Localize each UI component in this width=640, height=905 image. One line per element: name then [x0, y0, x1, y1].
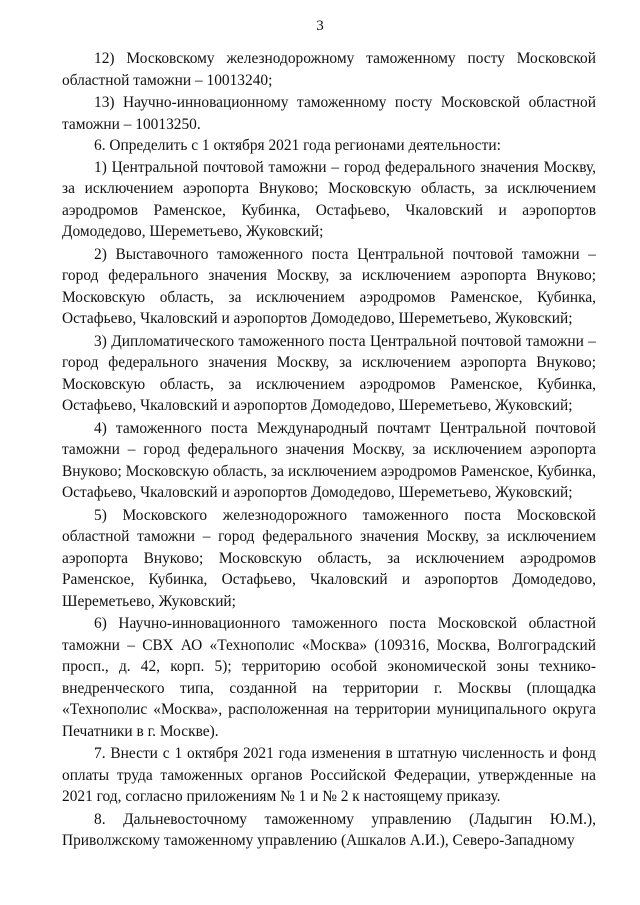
paragraph-region-5: 5) Московского железнодорожного таможенного поста Московской областной таможни – город федерального значения Москву, за исключением аэропорта Внуково; Московскую область, за исключением аэродромов Раменское, Кубинка, Остафьево, Чкаловский и аэропортов Домодедово, Шереметьево, Жуковский;: [62, 506, 596, 610]
paragraph-section-7: 7. Внести с 1 октября 2021 года изменения в штатную численность и фонд оплаты труда таможенных органов Российской Федерации, утвержденные на 2021 год, согласно приложениям № 1 и № 2 к настоящему приказу.: [62, 745, 596, 805]
paragraph-region-3: 3) Дипломатического таможенного поста Центральной почтовой таможни – город федерального значения Москву, за исключением аэропорта Внуково; Московскую область, за исключением аэродромов Раменское, Кубинка, Остафьево, Чкаловский и аэропортов Домодедово, Шереметьево, Жуковский;: [62, 332, 596, 414]
paragraph-item-12: 12) Московскому железнодорожному таможенному посту Московской областной таможни – 10013240;: [62, 50, 596, 89]
paragraph-region-1: 1) Центральной почтовой таможни – город федерального значения Москву, за исключением аэропорта Внуково; Московскую область, за исключением аэродромов Раменское, Кубинка, Остафьево, Чкаловский и аэропортов Домодедово, Шереметьево, Жуковский;: [62, 158, 596, 240]
page-number: 3: [316, 18, 324, 34]
paragraph-region-2: 2) Выставочного таможенного поста Центральной почтовой таможни – город федерального значения Москву, за исключением аэропорта Внуково; Московскую область, за исключением аэродромов Раменское, Кубинка, Остафьево, Чкаловский и аэропортов Домодедово, Шереметьево, Жуковский;: [62, 245, 596, 327]
paragraph-region-6: 6) Научно-инновационного таможенного поста Московской областной таможни – СВХ АО «Технополис «Москва» (109316, Москва, Волгоградский просп., д. 42, корп. 5); территорию особой экономической зоны технико-внедренческого типа, созданной на территории г. Москвы (площадка «Технополис «Москва», расположенная на территории муниципального округа Печатники в г. Москве).: [62, 615, 596, 740]
paragraph-section-6: 6. Определить с 1 октября 2021 года регионами деятельности:: [94, 137, 501, 154]
paragraph-section-8: 8. Дальневосточному таможенному управлению (Ладыгин Ю.М.), Приволжскому таможенному управлению (Ашкалов А.И.), Северо-Западному: [62, 810, 596, 849]
paragraph-item-13: 13) Научно-инновационному таможенному посту Московской областной таможни – 10013250.: [62, 94, 596, 133]
document-body: [62, 48, 596, 852]
paragraph-region-4: 4) таможенного поста Международный почтамт Центральной почтовой таможни – город федерального значения Москву, за исключением аэропорта Внуково; Московскую область, за исключением аэродромов Раменское, Кубинка, Остафьево, Чкаловский и аэропортов Домодедово, Шереметьево, Жуковский;: [62, 419, 596, 501]
